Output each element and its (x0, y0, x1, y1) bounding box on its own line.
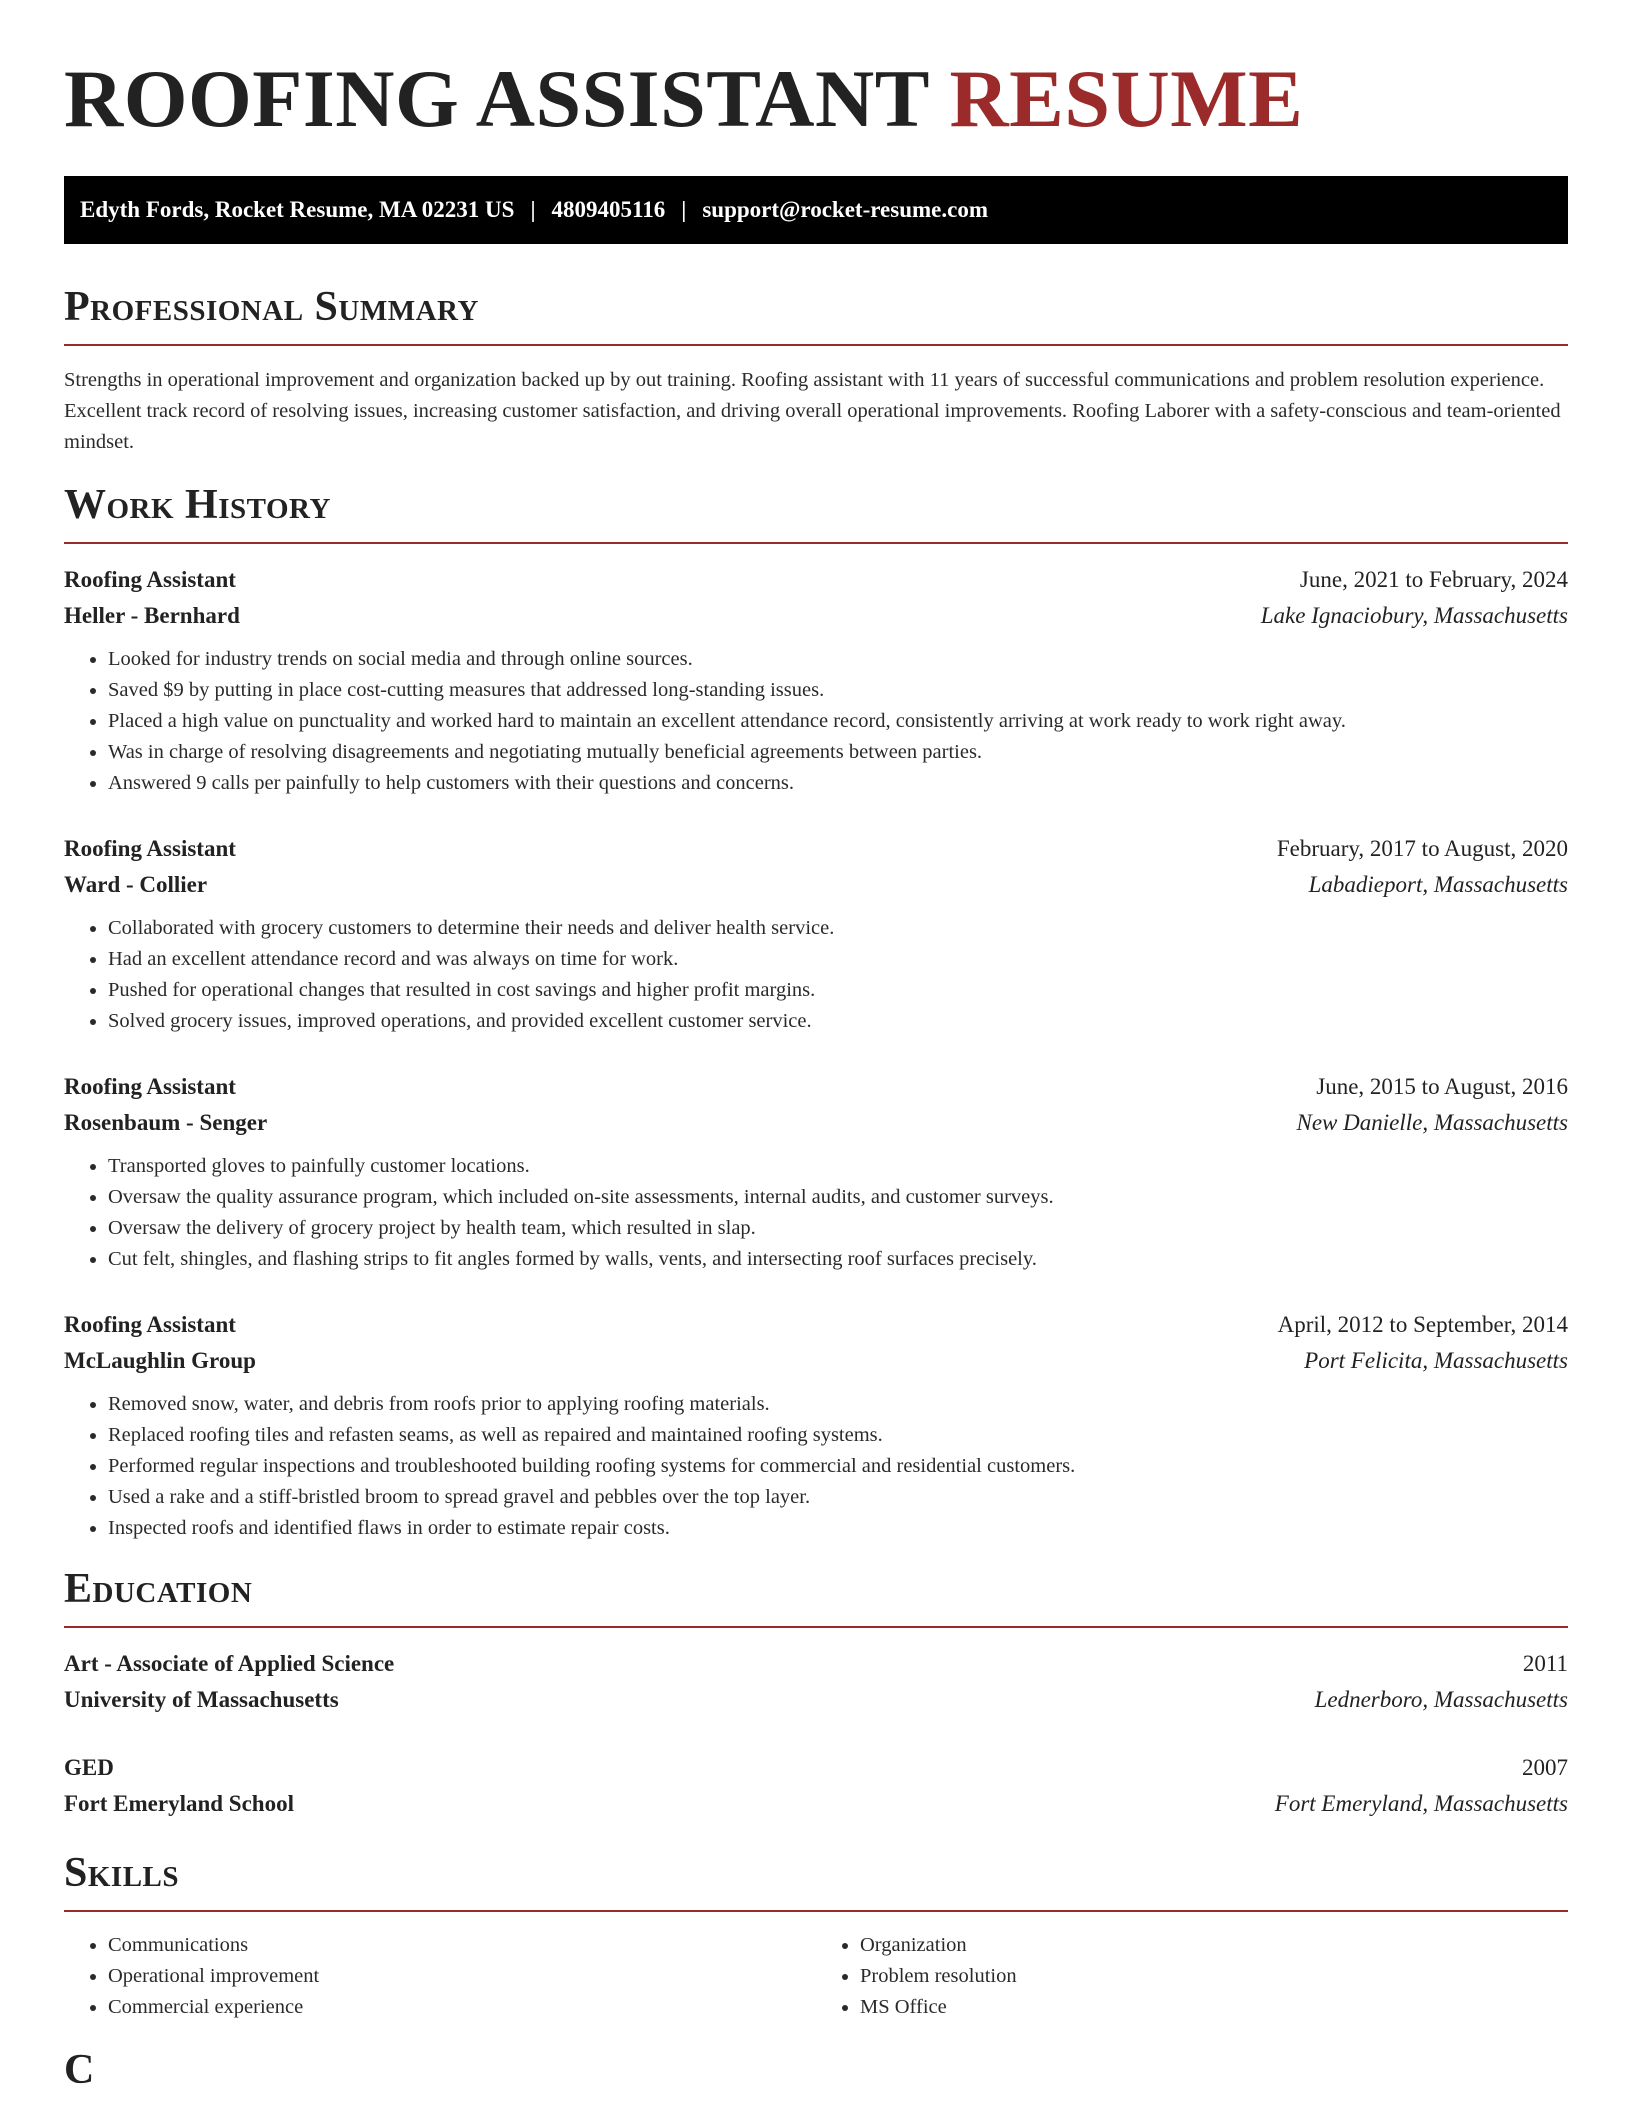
job-bullets (64, 1389, 1568, 1544)
list-item: • Was in charge of resolving disagreements and negotiating mutually beneficial agreements between parties. (108, 737, 1568, 768)
job-dates: April, 2012 to September, 2014 (1277, 1312, 1568, 1337)
education-entry (64, 1646, 1568, 1718)
section-divider (64, 344, 1568, 346)
job-bullets (64, 913, 1568, 1037)
job-title: Roofing Assistant (64, 1312, 236, 1337)
section-divider (64, 542, 1568, 544)
section-heading-skills: Skills (64, 1850, 180, 1896)
skill-item: • Operational improvement (108, 1961, 816, 1992)
job-bullets (64, 1151, 1568, 1275)
job-dates: February, 2017 to August, 2020 (1276, 836, 1568, 861)
list-item: • Collaborated with grocery customers to determine their needs and deliver health service. (108, 913, 1568, 944)
section-heading-education: Education (64, 1566, 253, 1612)
section-heading-summary: Professional Summary (64, 284, 479, 330)
education-degree: Art - Associate of Applied Science (64, 1651, 395, 1676)
job-location: Labadieport, Massachusetts (1308, 872, 1568, 897)
contact-bar (64, 176, 1568, 244)
job-dates: June, 2021 to February, 2024 (1299, 567, 1568, 592)
skill-item: • Commercial experience (108, 1992, 816, 2023)
list-item: • Pushed for operational changes that resulted in cost savings and higher profit margins. (108, 975, 1568, 1006)
section-heading-work-history: Work History (64, 482, 331, 528)
education-location: Fort Emeryland, Massachusetts (1274, 1791, 1568, 1816)
skill-item: • Problem resolution (860, 1961, 1568, 1992)
section-divider (64, 1626, 1568, 1628)
contact-address: Edyth Fords, Rocket Resume, MA 02231 US (80, 197, 515, 222)
job-company: Rosenbaum - Senger (64, 1110, 268, 1135)
work-history-section (64, 480, 1568, 1544)
summary-text: Strengths in operational improvement and organization backed up by out training. Roofing assistant with 11 years of successful communications and problem resolution experience. Excellent track record of resolving issues, increasing customer satisfaction, and driving overall operational improvements. Roofing Laborer with a safety-conscious and team-oriented mindset. (64, 369, 1561, 453)
job-entry (64, 831, 1568, 1037)
skill-item: • MS Office (860, 1992, 1568, 2023)
skills-list-right (816, 1930, 1568, 2023)
job-dates: June, 2015 to August, 2016 (1316, 1074, 1568, 1099)
job-title: Roofing Assistant (64, 836, 236, 861)
list-item: • Performed regular inspections and troubleshooted building roofing systems for commercial and residential customers. (108, 1451, 1568, 1482)
list-item: • Solved grocery issues, improved operations, and provided excellent customer service. (108, 1006, 1568, 1037)
list-item: • Oversaw the quality assurance program, which included on-site assessments, internal audits, and customer surveys. (108, 1182, 1568, 1213)
resume-title (64, 0, 1568, 142)
contact-phone: 4809405116 (551, 197, 666, 222)
skill-item: • Organization (860, 1930, 1568, 1961)
list-item: • Removed snow, water, and debris from roofs prior to applying roofing materials. (108, 1389, 1568, 1420)
section-heading-partial: C (64, 2047, 95, 2093)
summary-section (64, 282, 1568, 458)
job-company: Ward - Collier (64, 872, 208, 897)
list-item: • Cut felt, shingles, and flashing strips to fit angles formed by walls, vents, and intersecting roof surfaces precisely. (108, 1244, 1568, 1275)
skill-item: • Communications (108, 1930, 816, 1961)
job-location: Port Felicita, Massachusetts (1304, 1348, 1568, 1373)
education-entry (64, 1750, 1568, 1822)
list-item: • Used a rake and a stiff-bristled broom to spread gravel and pebbles over the top layer. (108, 1482, 1568, 1513)
job-entry (64, 562, 1568, 799)
contact-separator: | (530, 197, 536, 222)
job-title: Roofing Assistant (64, 1074, 236, 1099)
list-item: • Transported gloves to painfully customer locations. (108, 1151, 1568, 1182)
education-year: 2007 (1522, 1755, 1568, 1780)
next-section (64, 2045, 1568, 2095)
list-item: • Answered 9 calls per painfully to help customers with their questions and concerns. (108, 768, 1568, 799)
list-item: • Had an excellent attendance record and was always on time for work. (108, 944, 1568, 975)
education-year: 2011 (1522, 1651, 1568, 1676)
contact-separator: | (681, 197, 687, 222)
list-item: • Placed a high value on punctuality and worked hard to maintain an excellent attendance record, consistently arriving at work ready to work right away. (108, 706, 1568, 737)
job-entry (64, 1307, 1568, 1544)
job-bullets (64, 644, 1568, 799)
section-divider (64, 1910, 1568, 1912)
job-entry (64, 1069, 1568, 1275)
job-company: McLaughlin Group (64, 1348, 256, 1373)
job-location: Lake Ignaciobury, Massachusetts (1260, 603, 1568, 628)
education-degree: GED (64, 1755, 114, 1780)
job-location: New Danielle, Massachusetts (1296, 1110, 1568, 1135)
job-company: Heller - Bernhard (64, 603, 240, 628)
list-item: • Looked for industry trends on social media and through online sources. (108, 644, 1568, 675)
list-item: • Replaced roofing tiles and refasten seams, as well as repaired and maintained roofing systems. (108, 1420, 1568, 1451)
skills-section (64, 1848, 1568, 2023)
education-location: Lednerboro, Massachusetts (1314, 1687, 1568, 1712)
list-item: • Inspected roofs and identified flaws in order to estimate repair costs. (108, 1513, 1568, 1544)
contact-email: support@rocket-resume.com (702, 197, 988, 222)
title-main: ROOFING ASSISTANT (64, 53, 929, 144)
title-accent: RESUME (949, 53, 1304, 144)
job-title: Roofing Assistant (64, 567, 236, 592)
education-section (64, 1564, 1568, 1822)
education-school: Fort Emeryland School (64, 1791, 294, 1816)
list-item: • Saved $9 by putting in place cost-cutting measures that addressed long-standing issues. (108, 675, 1568, 706)
skills-columns (64, 1930, 1568, 2023)
education-school: University of Massachusetts (64, 1687, 339, 1712)
skills-list-left (64, 1930, 816, 2023)
list-item: • Oversaw the delivery of grocery project by health team, which resulted in slap. (108, 1213, 1568, 1244)
